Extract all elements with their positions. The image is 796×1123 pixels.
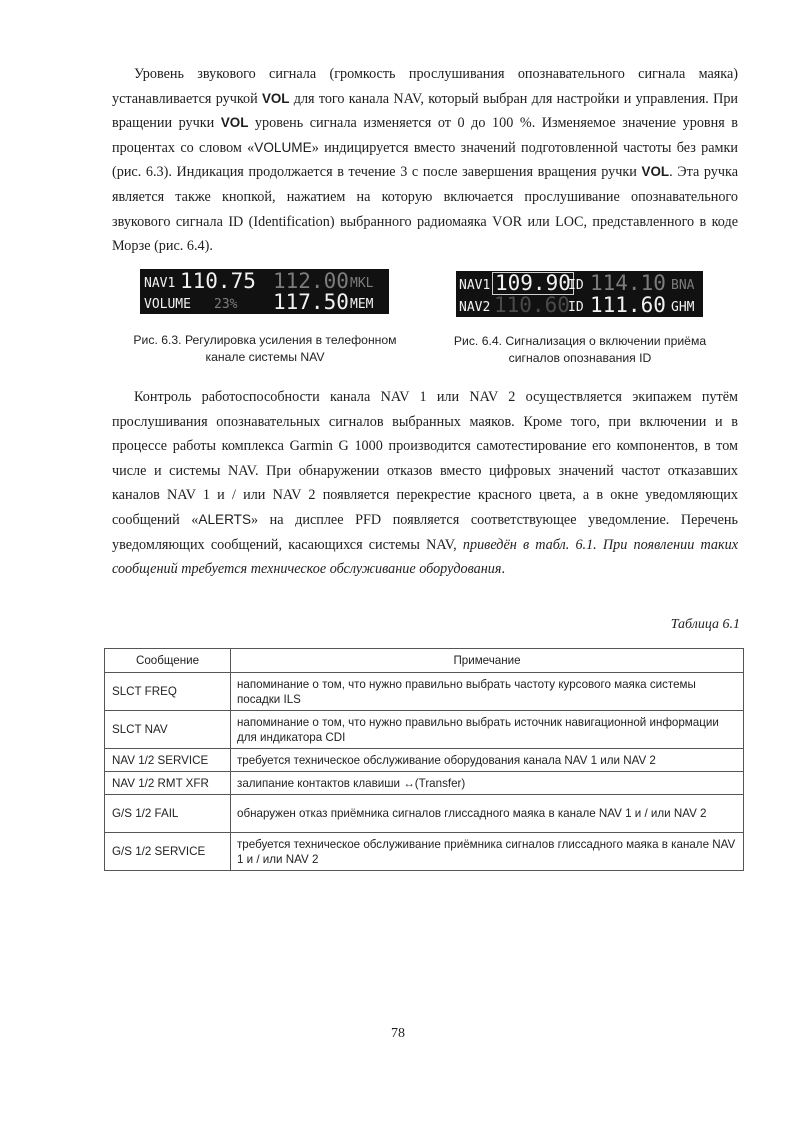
table-row: [105, 772, 744, 795]
figure-6-3-caption: Рис. 6.3. Регулировка усиления в телефонном канале системы NAV: [133, 333, 397, 364]
paragraph-volume: Уровень звукового сигнала (громкость прослушивания опознавательного сигнала маяка) устанавливается ручкой VOL для того канала NAV, который выбран для настройки и управления. При вращении ручки VOL уровень сигнала изменяется от 0 до 100 %. Изменяемое значение уровня в процентах со словом «VOLUME» индицируется вместо значений подготовленной частоты без рамки (рис. 6.3). Индикация продолжается в течение 3 с после завершения вращения ручки VOL. Эта ручка является также кнопкой, нажатием на которую включается прослушивание опознавательного звукового сигнала ID (Identification) выбранного радиомаяка VOR или LOC, представленного в коде Морзе (рис. 6.4).: [112, 66, 739, 255]
nav2-label: NAV2: [459, 300, 491, 315]
message-cell: G/S 1/2 SERVICE: [105, 833, 231, 871]
note-cell: напоминание о том, что нужно правильно выбрать источник навигационной информации для индикатора CDI: [231, 711, 744, 749]
message-cell: NAV 1/2 RMT XFR: [105, 772, 231, 795]
nav1-standby-frequency: 114.10: [590, 271, 666, 295]
note-cell: залипание контактов клавиши ↔(Transfer): [231, 772, 744, 795]
paragraph-self-test: Контроль работоспособности канала NAV 1 или NAV 2 осуществляется экипажем путём прослушивания опознавательных сигналов выбранных маяков. Кроме того, при включении и в процессе работы комплекса Garmin G 1000 производится самотестирование его компонентов, в том числе и системы NAV. При обнаружении отказов вместо цифровых значений частот отказавших каналов NAV 1 и / или NAV 2 появляется перекрестие красного цвета, а в окне уведомляющих сообщений «ALERTS» на дисплее PFD появляется соответствующее уведомление. Перечень уведомляющих сообщений, касающихся системы NAV, приведён в табл. 6.1. При появлении таких сообщений требуется техническое обслуживание оборудования.: [112, 389, 738, 578]
note-cell: требуется техническое обслуживание приёмника сигналов глиссадного маяка в канале NAV 1 и / или NAV 2: [231, 833, 744, 871]
table-row: [105, 749, 744, 772]
header-message: Сообщение: [105, 649, 231, 673]
page-number: 78: [391, 1026, 405, 1041]
nav2-frequency: 110.60: [494, 293, 570, 317]
frequency-117: 117.50: [273, 290, 349, 314]
message-cell: NAV 1/2 SERVICE: [105, 749, 231, 772]
volume-word: VOLUME: [254, 139, 312, 155]
message-cell: SLCT NAV: [105, 711, 231, 749]
table-row: [105, 673, 744, 711]
id-label: ID: [568, 300, 584, 315]
note-cell: требуется техническое обслуживание оборудования канала NAV 1 или NAV 2: [231, 749, 744, 772]
figure-6-4-display: [456, 271, 703, 317]
nav1-ident: BNA: [671, 278, 695, 293]
alerts-word: ALERTS: [198, 511, 252, 527]
table-caption: Таблица 6.1: [670, 617, 740, 632]
note-cell: напоминание о том, что нужно правильно выбрать частоту курсового маяка системы посадки ILS: [231, 673, 744, 711]
message-cell: SLCT FREQ: [105, 673, 231, 711]
nav1-label: NAV1: [144, 276, 176, 291]
nav2-ident: GHM: [671, 300, 695, 315]
volume-percent: 23%: [214, 297, 238, 312]
mem-label: MEM: [350, 297, 374, 312]
nav1-label: NAV1: [459, 278, 491, 293]
note-cell: обнаружен отказ приёмника сигналов глиссадного маяка в канале NAV 1 и / или NAV 2: [231, 795, 744, 833]
id-label: ID: [568, 278, 584, 293]
table-header-row: [105, 649, 744, 673]
table-row: [105, 833, 744, 871]
figure-6-4-caption: Рис. 6.4. Сигнализация о включении приёма сигналов опознавания ID: [453, 334, 707, 365]
vol-knob-label: VOL: [641, 164, 670, 180]
message-cell: G/S 1/2 FAIL: [105, 795, 231, 833]
figure-6-3-display: [140, 269, 389, 314]
active-frequency: 110.75: [180, 269, 256, 293]
header-note: Примечание: [231, 649, 744, 673]
vol-knob-label: VOL: [220, 115, 249, 131]
nav1-frequency: 109.90: [492, 272, 574, 295]
standby-ident: MKL: [350, 276, 374, 291]
volume-label: VOLUME: [144, 297, 191, 312]
table-row: [105, 795, 744, 833]
vol-knob-label: VOL: [261, 90, 290, 106]
messages-table: [104, 648, 744, 871]
standby-frequency: 112.00: [273, 269, 349, 293]
table-row: [105, 711, 744, 749]
nav2-standby-frequency: 111.60: [590, 293, 666, 317]
